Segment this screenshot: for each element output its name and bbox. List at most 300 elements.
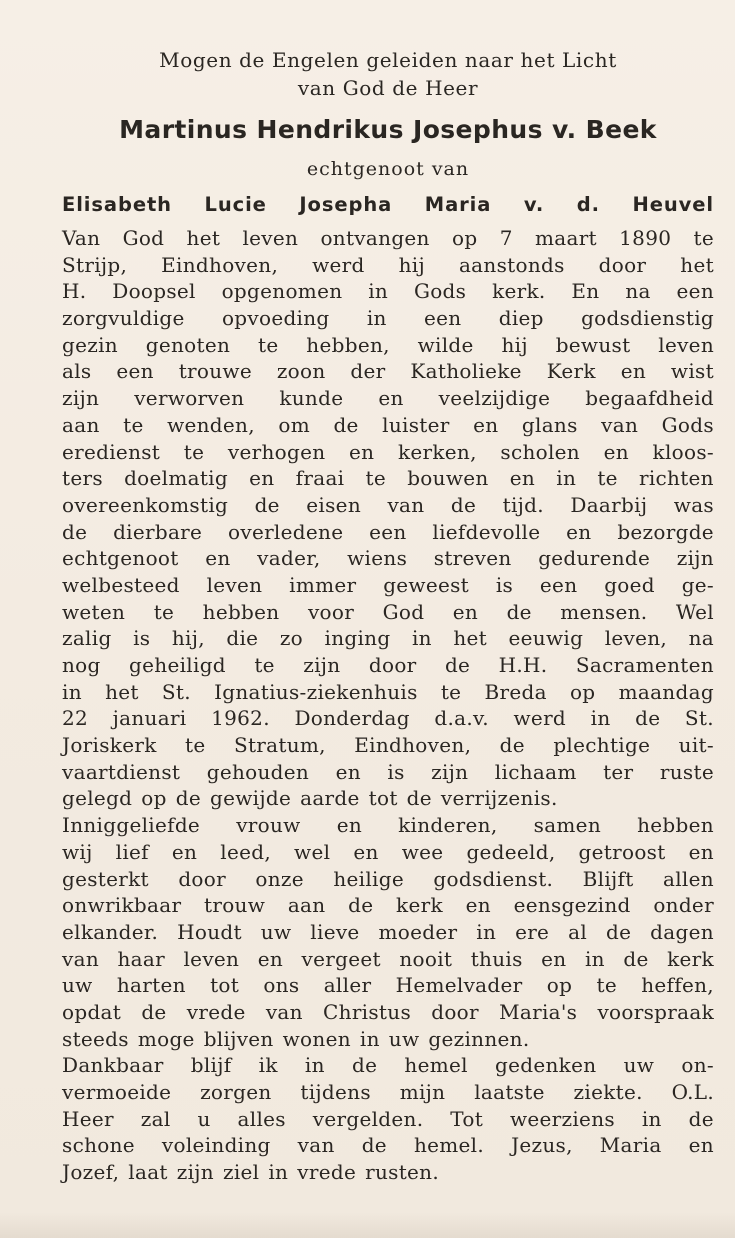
word: Hemelvader <box>395 973 523 998</box>
word: laatste <box>474 1080 545 1104</box>
word: doelmatig <box>124 466 228 491</box>
word: uw <box>62 973 93 998</box>
word: ziekte. <box>573 1080 643 1104</box>
word: wel <box>294 839 331 864</box>
word: kerk <box>667 946 714 971</box>
word: Kerk <box>546 359 596 384</box>
word: Eindhoven, <box>354 733 472 758</box>
word: u <box>197 1106 211 1131</box>
word: verrijzenis. <box>440 786 558 811</box>
word: Maria <box>424 193 492 216</box>
word: Sacramenten <box>575 653 714 677</box>
word: wiens <box>347 546 408 571</box>
text-line <box>62 732 714 759</box>
word: de <box>333 412 359 437</box>
word: Josepha <box>299 193 393 216</box>
word: de <box>175 786 201 811</box>
word: in <box>304 1053 325 1078</box>
word: te <box>597 466 618 491</box>
text-line <box>62 866 714 893</box>
word: zijn <box>62 386 100 411</box>
word: maandag <box>618 679 714 704</box>
word: harten <box>116 973 186 998</box>
word: van <box>387 492 425 517</box>
text-line <box>62 545 714 572</box>
word: vrouw <box>236 813 301 838</box>
word: Heuvel <box>632 193 714 216</box>
word: inging <box>324 626 391 651</box>
text-line <box>62 972 714 999</box>
word: in <box>556 466 577 491</box>
word: van <box>62 946 100 971</box>
word: zijn <box>431 759 469 784</box>
word: vrede <box>186 999 246 1024</box>
word: zoon <box>276 359 326 384</box>
word: samen <box>533 813 601 838</box>
word: en <box>249 466 275 491</box>
word: leven, <box>604 626 668 651</box>
word: H. <box>62 279 87 304</box>
word: te <box>596 973 617 998</box>
word: lieve <box>310 919 360 944</box>
word: in <box>476 919 497 944</box>
invocation-line-2: van God de Heer <box>297 76 479 100</box>
word: Inniggeliefde <box>62 813 201 838</box>
word: kunde <box>279 386 344 411</box>
word: zorgvuldige <box>62 306 185 331</box>
word: tot <box>368 786 398 811</box>
word: wee <box>401 839 444 864</box>
word: was <box>673 492 714 517</box>
word: een <box>116 359 154 384</box>
word: ons <box>263 973 300 998</box>
word: allen <box>662 866 714 891</box>
word: hebben <box>637 813 714 838</box>
word: Daarbij <box>570 492 648 517</box>
text-line <box>62 1026 714 1053</box>
word: trouw <box>204 893 266 918</box>
word: de <box>635 706 661 731</box>
word: van <box>297 1133 335 1158</box>
word: Katholieke <box>410 359 522 384</box>
word: kerken, <box>397 439 477 464</box>
word: Eindhoven, <box>161 252 279 277</box>
word: uw <box>388 1026 420 1051</box>
text-line <box>62 225 714 252</box>
text-line <box>62 358 714 385</box>
word: dierbare <box>113 519 203 544</box>
word: de <box>406 786 432 811</box>
word: Tot <box>450 1106 484 1131</box>
word: hemel. <box>413 1133 485 1158</box>
word: de <box>499 733 525 758</box>
word: een <box>369 519 407 544</box>
word: Elisabeth <box>62 193 172 216</box>
word: d.a.v. <box>434 706 489 731</box>
word: een <box>424 306 462 331</box>
word: Wel <box>675 599 714 624</box>
deceased-name: Martinus Hendrikus Josephus v. Beek <box>119 115 657 144</box>
word: in <box>584 946 605 971</box>
word: bezorgde <box>617 519 714 544</box>
word: voor <box>307 599 355 624</box>
word: schone <box>62 1133 135 1158</box>
word: Dankbaar <box>62 1053 164 1078</box>
word: heilige <box>333 866 404 891</box>
word: opdat <box>62 999 122 1024</box>
word: na <box>625 279 651 304</box>
word: Maria's <box>499 999 578 1024</box>
word: en <box>603 439 629 464</box>
word: en <box>205 546 231 571</box>
word: lief <box>115 839 149 864</box>
word: te <box>183 439 205 464</box>
word: aan <box>287 893 326 918</box>
word: immer <box>289 572 357 597</box>
word: 1890 <box>619 226 672 250</box>
word: gezin <box>62 332 118 357</box>
word: mensen. <box>560 599 648 624</box>
word: 1962. <box>211 706 270 731</box>
word: een <box>676 279 714 304</box>
word: in <box>368 279 389 304</box>
word: het <box>453 626 488 651</box>
word: ere <box>515 919 550 944</box>
word: te <box>258 332 279 357</box>
word: op <box>569 679 596 704</box>
word: O.L. <box>671 1080 714 1104</box>
word: v. <box>523 193 545 216</box>
card-bottom-shadow <box>0 1212 735 1238</box>
word: tijd. <box>502 492 544 517</box>
word: verhogen <box>227 439 326 464</box>
text-line <box>62 652 714 679</box>
word: kinderen, <box>398 813 498 838</box>
word: de <box>688 1106 714 1131</box>
text-line <box>62 679 714 706</box>
text-line <box>62 999 714 1026</box>
word: van <box>265 999 303 1024</box>
word: ruste <box>659 759 714 784</box>
word: God <box>122 226 165 250</box>
word: Jezus, <box>511 1133 573 1158</box>
word: vergeet <box>301 946 381 971</box>
word: trouwe <box>178 359 252 384</box>
word: en <box>171 839 198 864</box>
text-line <box>62 625 714 652</box>
word: en <box>620 359 647 384</box>
word: steeds <box>62 1026 129 1051</box>
word: ziel <box>222 1160 260 1185</box>
word: en <box>452 599 479 624</box>
word: bewust <box>555 332 631 357</box>
word: zal <box>140 1106 171 1131</box>
word: zijn <box>176 1160 214 1185</box>
word: on- <box>681 1053 714 1078</box>
word: na <box>688 626 714 651</box>
word: nog <box>62 653 101 677</box>
text-line <box>62 785 714 812</box>
word: ters <box>62 466 103 491</box>
word: zo <box>279 626 303 651</box>
word: En <box>571 279 600 304</box>
text-line <box>62 252 714 279</box>
word: onze <box>255 866 304 891</box>
word: vader, <box>257 546 321 571</box>
word: te <box>123 412 144 437</box>
text-line <box>62 919 714 946</box>
word: Ignatius-ziekenhuis <box>214 679 418 704</box>
word: Christus <box>323 999 412 1024</box>
word: streven <box>433 546 512 571</box>
word: dagen <box>650 919 714 944</box>
word: de <box>444 653 471 677</box>
word: te <box>185 733 206 758</box>
text-line <box>62 759 714 786</box>
word: januari <box>112 706 187 731</box>
word: het <box>186 226 221 250</box>
word: wilde <box>417 332 474 357</box>
text-line <box>62 946 714 973</box>
word: en <box>378 386 404 411</box>
word: Heer <box>62 1106 114 1131</box>
word: lichaam <box>494 759 577 784</box>
word: is <box>495 572 514 597</box>
text-line <box>62 439 714 466</box>
word: St. <box>684 706 714 731</box>
text-line <box>62 519 714 546</box>
word: op <box>452 226 478 250</box>
word: is <box>387 759 405 784</box>
word: ge- <box>681 572 714 597</box>
word: opvoeding <box>221 306 330 331</box>
word: gelegd <box>62 786 133 811</box>
word: wist <box>670 359 714 384</box>
word: thuis <box>470 946 523 971</box>
word: Joriskerk <box>62 733 157 758</box>
word: onder <box>653 893 714 918</box>
word: verworven <box>134 386 245 411</box>
word: nooit <box>399 946 453 971</box>
word: getroost <box>578 839 666 864</box>
word: Houdt <box>177 919 242 944</box>
word: van <box>601 412 639 437</box>
word: op <box>546 973 573 998</box>
word: door <box>598 252 647 277</box>
word: tijdens <box>300 1080 371 1104</box>
word: geweest <box>383 572 470 597</box>
word: gewijde <box>209 786 292 811</box>
word: gedurende <box>538 546 651 571</box>
word: vermoeide <box>62 1080 172 1104</box>
word: zijn <box>303 653 341 677</box>
word: blijven <box>203 1026 274 1051</box>
word: en <box>465 893 491 918</box>
word: uw <box>623 1053 655 1078</box>
word: ontvangen <box>320 226 430 250</box>
word: het <box>105 679 139 704</box>
word: uw <box>260 919 292 944</box>
text-line <box>62 892 714 919</box>
word: de <box>361 1133 387 1158</box>
word: diep <box>498 306 544 331</box>
word: hebben, <box>306 332 390 357</box>
word: gedeeld, <box>466 839 556 864</box>
word: de <box>141 999 167 1024</box>
word: God <box>382 599 425 624</box>
word: onwrikbaar <box>62 893 182 918</box>
word: als <box>62 359 92 384</box>
word: goed <box>604 572 655 597</box>
word: ter <box>603 759 634 784</box>
word: te <box>693 226 714 250</box>
word: tot <box>210 973 240 998</box>
word: werd <box>513 706 567 731</box>
word: gezinnen. <box>428 1026 530 1051</box>
word: aarde <box>300 786 360 811</box>
word: in <box>359 1026 380 1051</box>
word: overledene <box>228 519 344 544</box>
text-line <box>62 572 714 599</box>
word: hij <box>398 252 425 277</box>
word: luister <box>382 412 450 437</box>
word: gedenken <box>495 1053 597 1078</box>
word: in <box>590 706 611 731</box>
word: en <box>688 1133 714 1158</box>
word: al <box>568 919 588 944</box>
text-line <box>62 412 714 439</box>
word: heffen, <box>641 973 714 998</box>
word: in <box>268 1160 289 1185</box>
word: rusten. <box>365 1160 440 1185</box>
word: vergelden. <box>312 1106 424 1131</box>
word: plechtige <box>553 733 651 758</box>
word: laat <box>128 1160 168 1185</box>
word: maart <box>534 226 597 250</box>
word: en <box>566 519 592 544</box>
spouse-of-label: echtgenoot van <box>306 158 470 180</box>
word: en <box>353 839 379 864</box>
text-line <box>62 599 714 626</box>
word: weten <box>62 599 126 624</box>
word: in <box>366 306 387 331</box>
word: Van <box>62 226 101 250</box>
word: der <box>350 359 386 384</box>
word: door <box>368 653 417 677</box>
word: leven <box>206 572 263 597</box>
word: door <box>178 866 226 891</box>
word: gehouden <box>206 759 310 784</box>
word: leven <box>658 332 714 357</box>
word: Blijft <box>582 866 634 891</box>
word: de <box>348 893 374 918</box>
word: kerk. <box>492 279 546 304</box>
word: elkander. <box>62 919 159 944</box>
word: eisen <box>306 492 361 517</box>
word: Breda <box>484 679 547 704</box>
text-line <box>62 1079 714 1106</box>
word: welbesteed <box>62 572 180 597</box>
word: blijf <box>190 1053 232 1078</box>
word: eeuwig <box>508 626 584 651</box>
word: aanstonds <box>458 252 565 277</box>
word: de <box>605 919 632 944</box>
word: leed, <box>220 839 272 864</box>
word: en <box>509 466 536 491</box>
word: overeenkomstig <box>62 492 229 517</box>
word: en <box>336 813 363 838</box>
word: Lucie <box>204 193 267 216</box>
word: godsdienstig <box>581 306 714 331</box>
word: in <box>62 679 82 704</box>
word: hemel <box>404 1053 468 1078</box>
word: haar <box>117 946 165 971</box>
word: weerziens <box>509 1106 615 1131</box>
word: richten <box>638 466 714 491</box>
word: d. <box>576 193 600 216</box>
word: zorgen <box>200 1080 272 1104</box>
word: gesterkt <box>62 866 149 891</box>
word: glans <box>521 412 578 437</box>
word: werd <box>312 252 365 277</box>
word: en <box>257 946 284 971</box>
word: veelzijdige <box>438 386 551 411</box>
word: hebben <box>202 599 280 624</box>
word: een <box>539 572 578 597</box>
word: fraai <box>295 466 345 491</box>
text-line <box>62 1106 714 1133</box>
word: Donderdag <box>294 706 410 731</box>
word: Jozef, <box>62 1160 120 1185</box>
word: de <box>62 519 88 544</box>
word: op <box>141 786 167 811</box>
text-line <box>62 1159 714 1186</box>
word: en <box>541 946 567 971</box>
word: en <box>349 439 375 464</box>
word: leven <box>183 946 240 971</box>
word: aan <box>62 412 100 437</box>
word: Gods <box>661 412 714 437</box>
word: kloos- <box>652 439 714 464</box>
word: te <box>153 599 175 624</box>
word: die <box>226 626 259 651</box>
word: te <box>440 679 462 704</box>
word: 22 <box>62 706 89 731</box>
word: moeder <box>378 919 458 944</box>
card-content <box>62 46 714 1186</box>
word: de <box>506 599 532 624</box>
word: in <box>641 1106 662 1131</box>
word: Gods <box>413 279 467 304</box>
word: St. <box>161 679 191 704</box>
word: kerk <box>396 893 443 918</box>
text-line <box>62 385 714 412</box>
text-line <box>62 839 714 866</box>
word: de <box>351 1053 378 1078</box>
word: godsdienst. <box>433 866 554 891</box>
word: 7 <box>499 226 513 250</box>
word: liefdevolle <box>432 519 541 544</box>
word: wonen <box>282 1026 351 1051</box>
word: hij, <box>171 626 205 651</box>
word: aller <box>323 973 372 998</box>
text-line <box>62 1132 714 1159</box>
word: geheiligd <box>129 653 226 677</box>
word: zijn <box>676 546 714 571</box>
text-line <box>62 305 714 332</box>
word: hij <box>501 332 528 357</box>
invocation-line-1: Mogen de Engelen geleiden naar het Licht <box>159 48 617 72</box>
